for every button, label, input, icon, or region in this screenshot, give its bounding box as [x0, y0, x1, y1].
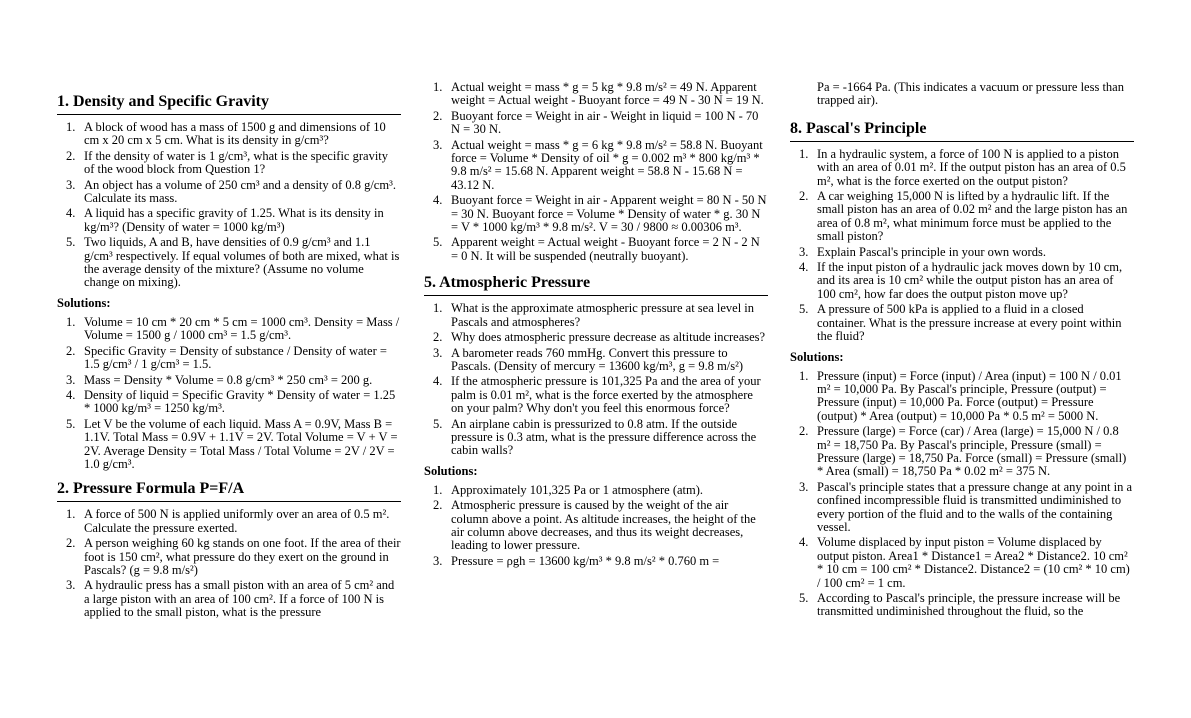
item-text: Pascal's principle states that a pressure change at any point in a confined incompressible fluid is transmitted undiminished to every portion of the fluid and to the walls of the containing vessel. — [817, 479, 1132, 534]
item-number: 4. — [799, 535, 809, 550]
item-number: 4. — [433, 374, 443, 389]
item-text: A barometer reads 760 mmHg. Convert this pressure to Pascals. (Density of mercury = 13600 kg/m³, g = 9.8 m/s²) — [451, 345, 744, 373]
item-text: Approximately 101,325 Pa or 1 atmosphere (atm). — [451, 482, 704, 497]
list-item — [57, 537, 401, 577]
list-item — [790, 303, 1134, 343]
item-number: 1. — [433, 80, 443, 94]
item-text: Apparent weight = Actual weight - Buoyant force = 2 N - 2 N = 0 N. It will be suspended (neutrally buoyant). — [451, 235, 760, 263]
item-number: 4. — [66, 387, 76, 402]
list-item — [424, 81, 768, 108]
item-number: 4. — [433, 193, 443, 208]
item-text: If the input piston of a hydraulic jack moves down by 10 cm, and its area is 10 cm² while the output piston has an area of 100 cm², how far does the output piston move up? — [817, 260, 1123, 301]
list-item — [790, 481, 1134, 535]
item-text: Buoyant force = Weight in air - Weight in liquid = 100 N - 70 N = 30 N. — [451, 108, 759, 137]
solutions-label: Solutions: — [424, 463, 478, 478]
list-item — [424, 555, 768, 568]
section-heading-pressure: 2. Pressure Formula P=F/A — [57, 479, 401, 502]
list-item — [424, 302, 768, 329]
item-number: 4. — [799, 260, 809, 275]
solution-list — [57, 316, 401, 471]
item-number: 1. — [66, 314, 76, 329]
list-item — [424, 331, 768, 344]
item-number: 3. — [799, 244, 809, 259]
list-item — [424, 499, 768, 553]
solution-list — [424, 484, 768, 568]
item-number: 5. — [433, 416, 443, 431]
item-text: In a hydraulic system, a force of 100 N is applied to a piston with an area of 0.01 m². If the output piston has an area of 0.5 m², what is the force exerted on the output piston? — [817, 146, 1126, 188]
list-item — [57, 207, 401, 234]
item-number: 2. — [66, 536, 76, 551]
item-number: 1. — [433, 301, 443, 316]
list-item — [790, 425, 1134, 479]
item-number: 2. — [433, 330, 443, 345]
item-text: Mass = Density * Volume = 0.8 g/cm³ * 250 cm³ = 200 g. — [84, 372, 373, 387]
list-item — [790, 536, 1134, 590]
item-text: What is the approximate atmospheric pressure at sea level in Pascals and atmospheres? — [451, 301, 755, 329]
solution-list — [790, 370, 1134, 619]
list-item — [424, 139, 768, 193]
item-number: 2. — [433, 498, 443, 513]
item-number: 3. — [799, 479, 809, 494]
item-number: 3. — [66, 177, 76, 192]
item-text: According to Pascal's principle, the pressure increase will be transmitted undiminished throughout the fluid, so the — [817, 591, 1121, 619]
list-item — [790, 261, 1134, 301]
solutions-label: Solutions: — [790, 349, 844, 364]
item-number: 1. — [66, 507, 76, 522]
item-number: 1. — [433, 482, 443, 497]
list-item — [57, 418, 401, 472]
list-item — [57, 508, 401, 535]
item-number: 5. — [799, 302, 809, 317]
item-number: 2. — [66, 343, 76, 358]
item-text: Pressure (large) = Force (car) / Area (large) = 15,000 N / 0.8 m² = 18,750 Pa. By Pascal's principle, Pressure (small) = Pressure (large) = 18,750 Pa. Force (small) = Pressure (small) * Area (small) = 18,750 Pa * 0.02 m² = 375 N. — [817, 424, 1127, 479]
list-item — [424, 110, 768, 137]
list-item — [424, 418, 768, 458]
solutions-label: Solutions: — [57, 295, 111, 310]
item-number: 5. — [66, 235, 76, 250]
item-text: A person weighing 60 kg stands on one foot. If the area of their foot is 150 cm², what pressure do they exert on the ground in Pascals? (g = 9.8 m/s²) — [84, 536, 401, 577]
list-item — [790, 370, 1134, 424]
item-text: Density of liquid = Specific Gravity * Density of water = 1.25 * 1000 kg/m³ = 1250 kg/m³. — [84, 387, 396, 416]
item-text: Actual weight = mass * g = 5 kg * 9.8 m/s² = 49 N. Apparent weight = Actual weight - Buoyant force = 49 N - 30 N = 19 N. — [451, 80, 764, 108]
item-number: 1. — [799, 368, 809, 383]
item-text: A block of wood has a mass of 1500 g and dimensions of 10 cm x 20 cm x 5 cm. What is its density in g/cm³? — [84, 120, 386, 148]
item-number: 2. — [433, 108, 443, 123]
item-number: 5. — [66, 416, 76, 431]
list-item — [424, 375, 768, 415]
list-item — [57, 389, 401, 416]
list-item — [57, 316, 401, 343]
item-text: If the density of water is 1 g/cm³, what is the specific gravity of the wood block from Question 1? — [84, 148, 389, 177]
item-text: Two liquids, A and B, have densities of 0.9 g/cm³ and 1.1 g/cm³ respectively. If equal volumes of both are mixed, what is the average density of the mixture? (Assume no volume change on mixing). — [84, 235, 400, 290]
item-number: 3. — [66, 372, 76, 387]
item-text: Volume = 10 cm * 20 cm * 5 cm = 1000 cm³. Density = Mass / Volume = 1500 g / 1000 cm³ = 1.5 g/cm³. — [84, 314, 400, 343]
item-text: Specific Gravity = Density of substance / Density of water = 1.5 g/cm³ / 1 g/cm³ = 1.5. — [84, 343, 387, 372]
item-text: An airplane cabin is pressurized to 0.8 atm. If the outside pressure is 0.3 atm, what is the pressure difference across the cabin walls? — [451, 416, 757, 458]
item-number: 2. — [799, 424, 809, 439]
list-item — [790, 148, 1134, 188]
item-text: Explain Pascal's principle in your own words. — [817, 244, 1046, 259]
item-number: 3. — [66, 578, 76, 593]
item-number: 3. — [433, 553, 443, 568]
section-heading-atmospheric: 5. Atmospheric Pressure — [424, 273, 768, 296]
list-item — [424, 484, 768, 497]
item-text: A car weighing 15,000 N is lifted by a hydraulic lift. If the small piston has an area of 0.02 m² and the large piston has an area of 0.8 m², what minimum force must be applied to the small piston? — [817, 189, 1128, 244]
item-text: A pressure of 500 kPa is applied to a fluid in a closed container. What is the pressure increase at every point within the fluid? — [817, 302, 1122, 344]
item-text: A force of 500 N is applied uniformly over an area of 0.5 m². Calculate the pressure exerted. — [84, 507, 390, 535]
list-item — [424, 347, 768, 374]
item-text: Pressure (input) = Force (input) / Area (input) = 100 N / 0.01 m² = 10,000 Pa. By Pascal's principle, Pressure (output) = Pressure (input) = 10,000 Pa. Force (output) = Pressure (output) * Area (output) = 10,000 Pa * 0.5 m² = 5000 N. — [817, 368, 1122, 423]
question-list — [57, 121, 401, 290]
item-text: If the atmospheric pressure is 101,325 Pa and the area of your palm is 0.01 m², what is the force exerted by the atmosphere on your palm? Why don't you feel this enormous force? — [451, 374, 761, 416]
question-list — [790, 148, 1134, 344]
list-item — [424, 194, 768, 234]
list-item — [790, 246, 1134, 259]
list-item — [57, 374, 401, 387]
item-text: A liquid has a specific gravity of 1.25. What is its density in kg/m³? (Density of water = 1000 kg/m³) — [84, 206, 384, 234]
list-item — [57, 345, 401, 372]
item-number: 3. — [433, 137, 443, 152]
item-text: Why does atmospheric pressure decrease as altitude increases? — [451, 330, 766, 345]
item-text: Volume displaced by input piston = Volume displaced by output piston. Area1 * Distance1 = Area2 * Distance2. 10 cm² * 10 cm = 100 cm² * Distance2. Distance2 = (10 cm² * 10 cm) / 100 cm² = 1 cm. — [817, 535, 1130, 590]
list-item — [424, 236, 768, 263]
item-number: 4. — [66, 206, 76, 221]
item-number: 5. — [799, 591, 809, 605]
item-number: 3. — [433, 345, 443, 360]
list-item — [57, 121, 401, 148]
list-item — [790, 190, 1134, 244]
item-number: 2. — [799, 189, 809, 204]
item-text: Let V be the volume of each liquid. Mass A = 0.9V, Mass B = 1.1V. Total Mass = 0.9V + 1.1V = 2V. Total Volume = V + V = 2V. Average Density = Total Mass / Total Volume = 2V / 2V = 1.0 g/cm³. — [84, 416, 398, 471]
list-item — [57, 179, 401, 206]
column-1 — [57, 0, 401, 718]
item-number: 2. — [66, 148, 76, 163]
item-number: 1. — [799, 146, 809, 161]
list-item — [57, 579, 401, 619]
item-text: An object has a volume of 250 cm³ and a density of 0.8 g/cm³. Calculate its mass. — [84, 177, 396, 206]
question-list — [57, 508, 401, 619]
continued-text: Pa = -1664 Pa. (This indicates a vacuum or pressure less than trapped air). — [817, 80, 1124, 108]
item-text: Buoyant force = Weight in air - Apparent weight = 80 N - 50 N = 30 N. Buoyant force = Volume * Density of water * g. 30 N = V * 1000 kg/m³ * 9.8 m/s². V = 30 / 9800 ≈ 0.00306 m³. — [451, 193, 767, 235]
list-item — [790, 592, 1134, 619]
item-text: Pressure = ρgh = 13600 kg/m³ * 9.8 m/s² * 0.760 m = — [451, 553, 720, 568]
item-text: A hydraulic press has a small piston with an area of 5 cm² and a large piston with an area of 100 cm². If a force of 100 N is applied to the small piston, what is the pressure — [84, 578, 395, 620]
item-number: 5. — [433, 235, 443, 250]
item-number: 1. — [66, 120, 76, 134]
column-3 — [790, 0, 1134, 707]
section-heading-pascal: 8. Pascal's Principle — [790, 119, 1134, 142]
list-item — [57, 150, 401, 177]
list-item — [57, 236, 401, 290]
question-list — [424, 302, 768, 457]
section-heading-density: 1. Density and Specific Gravity — [57, 92, 401, 115]
column-2 — [424, 0, 768, 707]
item-text: Atmospheric pressure is caused by the weight of the air column above a point. As altitude increases, the height of the air column above decreases, and thus its weight decreases, leading to lower pressure. — [451, 498, 756, 553]
item-text: Actual weight = mass * g = 6 kg * 9.8 m/s² = 58.8 N. Buoyant force = Volume * Density of oil * g = 0.002 m³ * 800 kg/m³ * 9.8 m/s² = 15.68 N. Apparent weight = 58.8 N - 15.68 N = 43.12 N. — [451, 137, 763, 192]
solution-list — [424, 81, 768, 263]
